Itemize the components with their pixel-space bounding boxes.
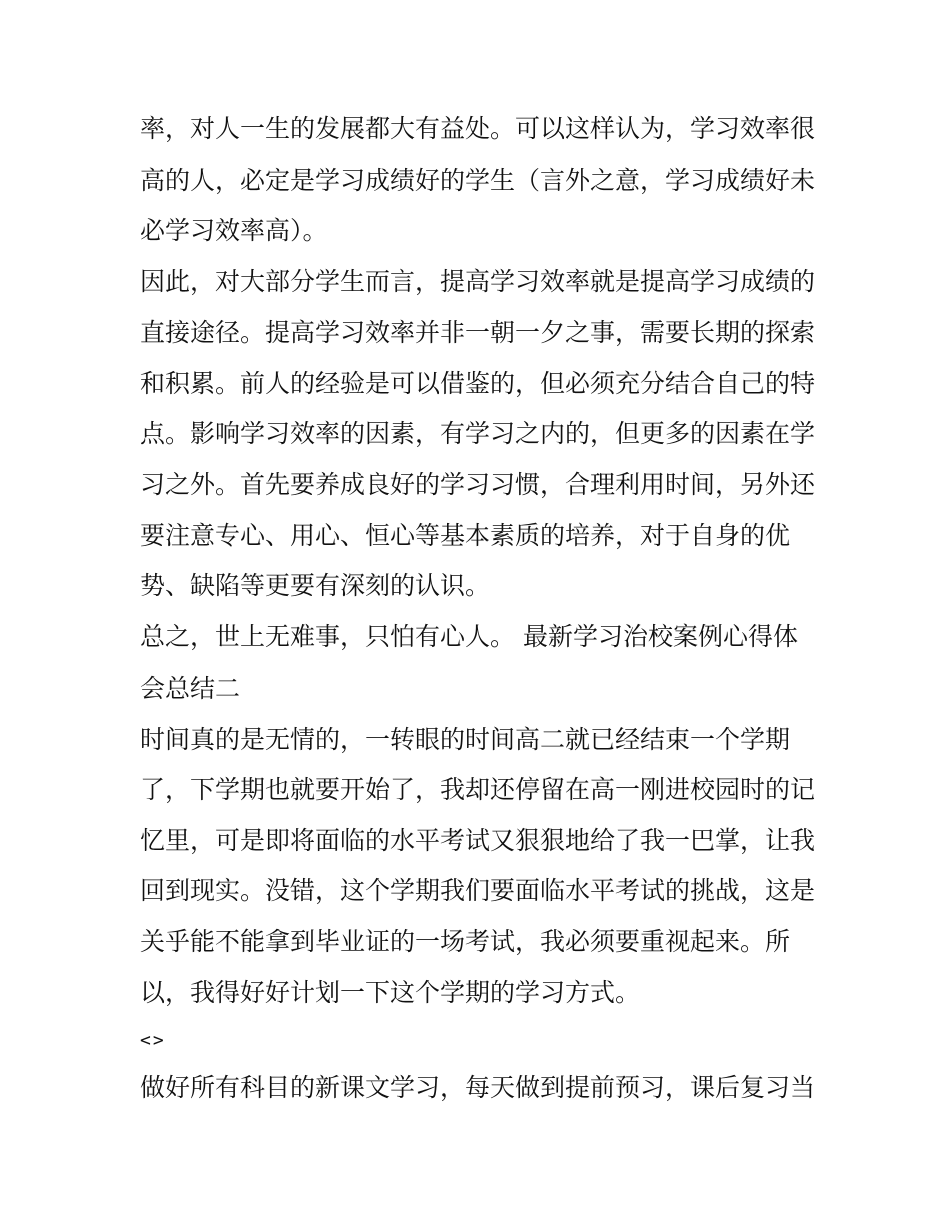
text-line: 要注意专心、用心、恒心等基本素质的培养，对于自身的优 [140, 521, 791, 550]
text-line: 总之，世上无难事，只怕有心人。 最新学习治校案例心得体 [140, 622, 798, 651]
text-line: 回到现实。没错，这个学期我们要面临水平考试的挑战，这是 [140, 876, 816, 905]
text-line: 会总结二 [140, 674, 241, 703]
text-line: 因此，对大部分学生而言，提高学习效率就是提高学习成绩的 [140, 267, 816, 296]
text-line: 高的人，必定是学习成绩好的学生（言外之意，学习成绩好未 [140, 166, 816, 195]
text-line: 了，下学期也就要开始了，我却还停留在高一刚进校园时的记 [140, 775, 816, 804]
text-line: 时间真的是无情的，一转眼的时间高二就已经结束一个学期 [140, 725, 791, 754]
text-line: 率，对人一生的发展都大有益处。可以这样认为，学习效率很 [140, 114, 816, 143]
text-line: 势、缺陷等更要有深刻的认识。 [140, 571, 491, 600]
text-line: 和积累。前人的经验是可以借鉴的，但必须充分结合自己的特 [140, 369, 816, 398]
text-line: 习之外。首先要养成良好的学习习惯，合理利用时间，另外还 [140, 470, 816, 499]
text-line: 直接途径。提高学习效率并非一朝一夕之事，需要长期的探索 [140, 318, 816, 347]
text-line: 点。影响学习效率的因素，有学习之内的，但更多的因素在学 [140, 419, 816, 448]
text-line: 做好所有科目的新课文学习，每天做到提前预习，课后复习当 [140, 1073, 816, 1102]
text-line: 忆里，可是即将面临的水平考试又狠狠地给了我一巴掌，让我 [140, 826, 816, 855]
text-line: 关乎能不能拿到毕业证的一场考试，我必须要重视起来。所 [140, 927, 791, 956]
text-line: <> [140, 1030, 166, 1051]
text-line: 以，我得好好计划一下这个学期的学习方式。 [140, 978, 641, 1007]
text-line: 必学习效率高）。 [140, 216, 328, 245]
